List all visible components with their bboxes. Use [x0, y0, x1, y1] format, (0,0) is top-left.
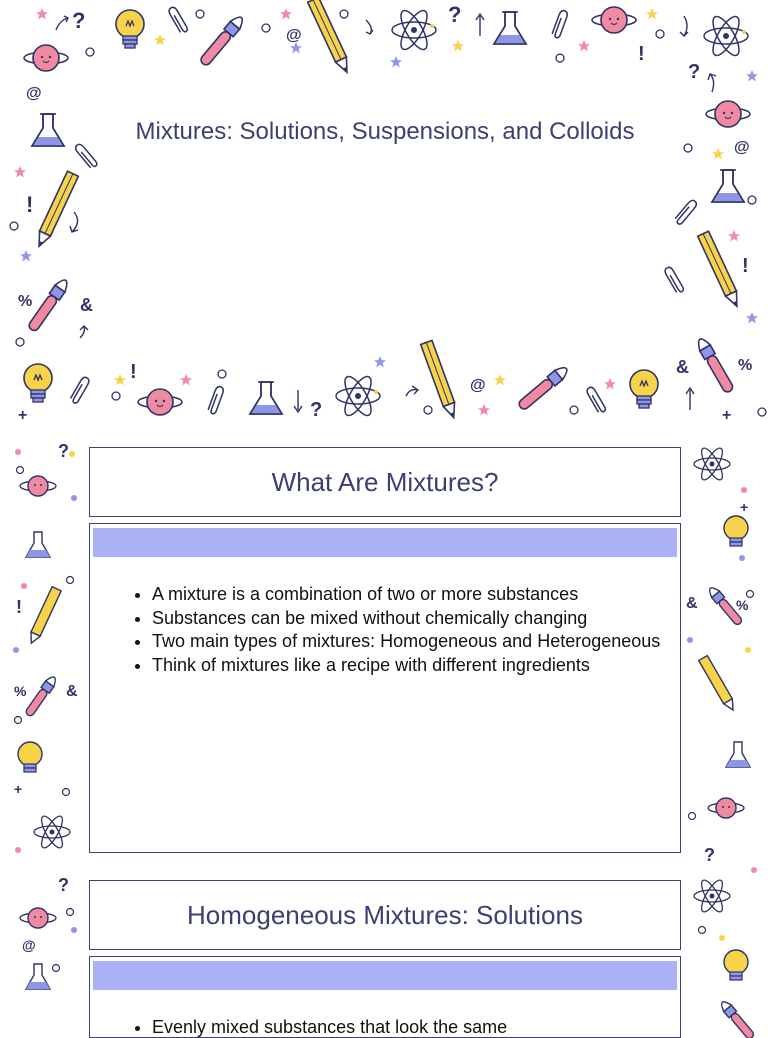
planet-icon — [592, 7, 636, 33]
at-glyph: @ — [22, 937, 36, 953]
list-item: • A mixture is a combination of two or more substances — [152, 583, 680, 607]
flask-icon — [26, 532, 50, 557]
title-slide — [0, 0, 768, 430]
percent-glyph: % — [18, 293, 33, 310]
percent-glyph: % — [736, 597, 749, 613]
exclaim-glyph: ! — [26, 192, 34, 217]
accent-band — [93, 528, 677, 557]
flask-icon — [494, 12, 526, 44]
planet-icon — [24, 45, 68, 71]
question-glyph: ? — [448, 2, 462, 27]
paperclip-icon — [586, 386, 607, 414]
plus-glyph: + — [740, 499, 749, 515]
pencil-icon — [27, 587, 61, 646]
exclaim-glyph: ! — [16, 597, 22, 617]
list-item: • Two main types of mixtures: Homogeneous and Heterogeneous — [152, 630, 680, 654]
paperclip-icon — [664, 266, 685, 294]
card-body — [89, 523, 681, 853]
question-glyph: ? — [704, 845, 715, 865]
lightbulb-icon — [116, 10, 144, 48]
percent-glyph: % — [738, 357, 753, 374]
card-title — [89, 447, 681, 517]
planet-icon — [706, 101, 750, 127]
plus-glyph: + — [722, 407, 732, 424]
list-item: • Think of mixtures like a recipe with different ingredients — [152, 654, 680, 678]
paintbrush-icon — [719, 999, 756, 1038]
atom-icon — [392, 7, 436, 53]
flask-icon — [32, 114, 64, 146]
atom-icon — [694, 877, 730, 914]
flask-icon — [726, 742, 750, 767]
at-glyph: @ — [470, 377, 486, 394]
planet-icon — [20, 476, 56, 496]
ampersand-glyph: & — [686, 595, 698, 612]
lightbulb-icon — [24, 364, 52, 402]
card-title-text: What Are Mixtures? — [271, 466, 499, 497]
question-glyph: ? — [72, 8, 86, 33]
lightbulb-icon — [724, 516, 748, 546]
card-title-text: Homogeneous Mixtures: Solutions — [187, 899, 583, 930]
paintbrush-icon — [695, 336, 735, 394]
arrow-icon — [56, 14, 716, 412]
pencil-icon — [698, 231, 743, 309]
pencil-icon — [34, 171, 79, 249]
exclaim-glyph: ! — [638, 43, 645, 65]
paperclip-icon — [70, 376, 91, 404]
planet-icon — [138, 389, 182, 415]
paperclip-icon — [551, 9, 568, 38]
question-glyph: ? — [58, 875, 69, 895]
bullet-list — [90, 583, 680, 677]
paperclip-icon — [168, 6, 189, 34]
pencil-icon — [308, 0, 353, 75]
plus-glyph: + — [18, 407, 28, 424]
at-glyph: @ — [26, 85, 42, 102]
lightbulb-icon — [630, 370, 658, 408]
at-glyph: @ — [286, 27, 302, 44]
ampersand-glyph: & — [80, 295, 93, 315]
pencil-icon — [421, 340, 460, 419]
flask-icon — [26, 964, 50, 989]
card-title — [89, 880, 681, 950]
flask-icon — [712, 170, 744, 202]
paintbrush-icon — [517, 364, 571, 412]
paperclip-icon — [207, 385, 224, 414]
flask-icon — [250, 382, 282, 414]
list-item: • Evenly mixed substances that look the same — [152, 1016, 680, 1038]
planet-icon — [708, 798, 744, 818]
ampersand-glyph: & — [66, 683, 78, 700]
question-glyph: ? — [310, 399, 323, 421]
paintbrush-icon — [26, 277, 70, 333]
paperclip-icon — [674, 199, 698, 226]
exclaim-glyph: ! — [742, 255, 749, 277]
card-body — [89, 956, 681, 1038]
lightbulb-icon — [18, 742, 42, 772]
atom-icon — [694, 445, 730, 482]
exclaim-glyph: ! — [130, 361, 137, 383]
question-glyph: ? — [58, 441, 69, 461]
pencil-icon — [699, 656, 738, 713]
lightbulb-icon — [724, 950, 748, 980]
at-glyph: @ — [734, 139, 750, 156]
bullet-list — [90, 1016, 680, 1038]
question-glyph: ? — [688, 61, 701, 83]
paperclip-icon — [74, 143, 98, 170]
paintbrush-icon — [198, 14, 246, 68]
paintbrush-icon — [24, 674, 59, 717]
plus-glyph: + — [14, 781, 23, 797]
star-icon — [14, 8, 758, 416]
list-item: • Substances can be mixed without chemically changing — [152, 607, 680, 631]
planet-icon — [20, 908, 56, 928]
doodle-frame — [0, 0, 768, 430]
slide-title: Mixtures: Solutions, Suspensions, and Colloids — [135, 118, 635, 145]
accent-band — [93, 961, 677, 990]
atom-icon — [704, 13, 748, 59]
atom-icon — [336, 373, 380, 419]
atom-icon — [34, 813, 70, 850]
ampersand-glyph: & — [676, 357, 689, 377]
percent-glyph: % — [14, 683, 27, 699]
